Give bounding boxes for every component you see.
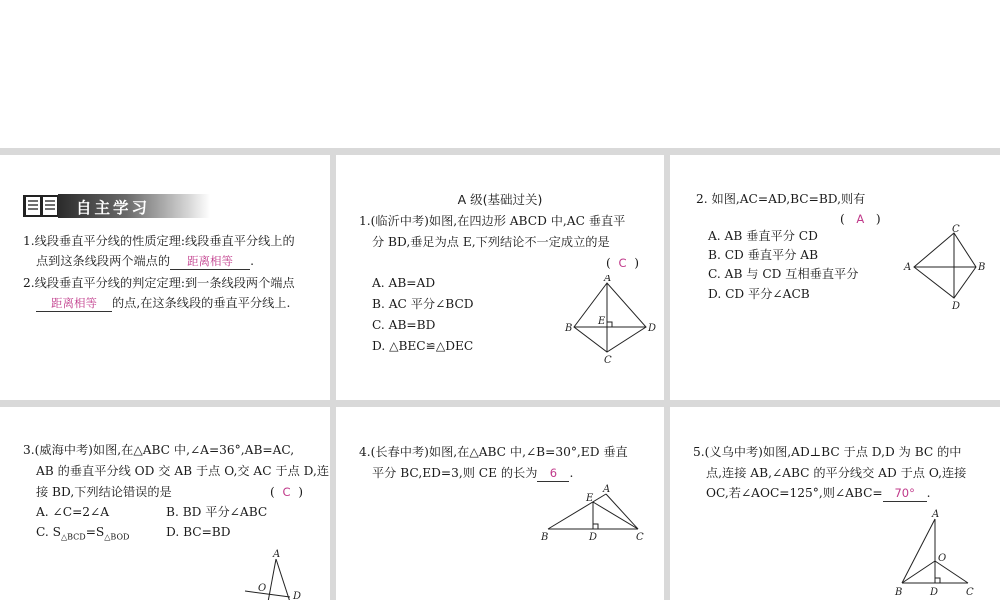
q3-option-c-s: C. S bbox=[36, 525, 61, 539]
self-study-q2-line2 bbox=[36, 293, 290, 313]
q4-line2 bbox=[372, 463, 573, 483]
level-a-q1-line1: 1.(临沂中考)如图,在四边形 ABCD 中,AC 垂直平 bbox=[359, 214, 626, 228]
q4-line2-post: . bbox=[569, 466, 574, 480]
q3-option-c-mid: =S bbox=[85, 525, 105, 539]
kite-figure bbox=[902, 223, 998, 311]
label-e: E bbox=[598, 316, 606, 327]
label-d: D bbox=[930, 587, 939, 598]
q1-line2-text: 点到这条线段两个端点的 bbox=[36, 254, 171, 268]
q5-line3-post: . bbox=[926, 486, 931, 500]
label-b: B bbox=[565, 323, 573, 334]
q2-answer-paren: ( A ) bbox=[840, 212, 881, 226]
q5-line3 bbox=[706, 483, 931, 503]
level-a-q1-answer: C bbox=[618, 256, 627, 270]
self-study-q1-answer: 距离相等 bbox=[170, 253, 250, 270]
label-a: A bbox=[273, 549, 281, 560]
label-d: D bbox=[293, 591, 302, 600]
q2-line1: 2. 如图,AC=AD,BC=BD,则有 bbox=[696, 192, 866, 206]
q2-line2-post: 的点,在这条线段的垂直平分线上. bbox=[112, 296, 291, 310]
level-a-q1-option-d: D. △BEC≌△DEC bbox=[372, 339, 474, 353]
level-a-title: A 级(基础过关) bbox=[457, 192, 543, 207]
q3-answer-paren: ( C ) bbox=[270, 485, 304, 499]
label-d: D bbox=[648, 323, 657, 334]
self-study-q1-line2 bbox=[36, 251, 254, 271]
label-c: C bbox=[636, 532, 644, 543]
q4-answer: 6 bbox=[537, 465, 569, 482]
quadrilateral-figure bbox=[564, 275, 659, 365]
triangle-figure-q3 bbox=[240, 547, 310, 600]
label-c: C bbox=[952, 224, 960, 235]
question-2-panel bbox=[670, 155, 1000, 400]
triangle-figure-q4 bbox=[536, 482, 651, 544]
self-study-q1-line1: 1.线段垂直平分线的性质定理:线段垂直平分线上的 bbox=[23, 234, 295, 248]
q5-line3-text: OC,若∠AOC=125°,则∠ABC= bbox=[706, 486, 883, 500]
label-b: B bbox=[978, 262, 986, 273]
section-header bbox=[22, 192, 212, 222]
level-a-panel bbox=[336, 155, 664, 400]
label-o: O bbox=[938, 553, 947, 564]
q2-answer: A bbox=[856, 212, 865, 226]
label-b: B bbox=[895, 587, 903, 598]
self-study-q2-answer: 距离相等 bbox=[36, 295, 112, 312]
q3-option-b: B. BD 平分∠ABC bbox=[166, 505, 268, 519]
question-5-panel bbox=[670, 407, 1000, 600]
level-a-q1-answer-paren: ( C ) bbox=[606, 256, 640, 270]
q3-option-a: A. ∠C=2∠A bbox=[36, 505, 110, 519]
label-a: A bbox=[932, 509, 940, 520]
label-b: B bbox=[541, 532, 549, 543]
label-c: C bbox=[604, 355, 612, 365]
q1-line2-post: . bbox=[250, 254, 254, 268]
level-a-q1-option-b: B. AC 平分∠BCD bbox=[372, 297, 474, 311]
q2-option-b: B. CD 垂直平分 AB bbox=[708, 248, 819, 262]
q3-option-c-sub2: △BOD bbox=[104, 532, 130, 542]
q3-option-c-sub1: △BCD bbox=[61, 532, 86, 542]
book-icon bbox=[22, 192, 62, 220]
label-d: D bbox=[952, 301, 961, 311]
label-a: A bbox=[603, 484, 611, 495]
q2-option-d: D. CD 平分∠ACB bbox=[708, 287, 810, 301]
q5-line1: 5.(义乌中考)如图,AD⊥BC 于点 D,D 为 BC 的中 bbox=[693, 445, 962, 459]
q3-line3: 接 BD,下列结论错误的是 bbox=[36, 485, 172, 499]
q5-answer: 70° bbox=[883, 485, 927, 502]
self-study-panel bbox=[0, 155, 330, 400]
q3-answer: C bbox=[282, 485, 291, 499]
triangle-figure-q5 bbox=[892, 509, 984, 600]
self-study-q2-line1: 2.线段垂直平分线的判定定理:到一条线段两个端点 bbox=[23, 276, 295, 290]
q5-line2: 点,连接 AB,∠ABC 的平分线交 AD 于点 O,连接 bbox=[706, 466, 967, 480]
q3-option-d: D. BC=BD bbox=[166, 525, 231, 539]
label-e: E bbox=[586, 493, 594, 504]
level-a-q1-option-c: C. AB=BD bbox=[372, 318, 436, 332]
q3-line1: 3.(威海中考)如图,在△ABC 中,∠A=36°,AB=AC, bbox=[23, 443, 295, 457]
label-d: D bbox=[589, 532, 598, 543]
q3-line2: AB 的垂直平分线 OD 交 AB 于点 O,交 AC 于点 D,连 bbox=[36, 464, 330, 478]
q2-option-c: C. AB 与 CD 互相垂直平分 bbox=[708, 267, 859, 281]
level-a-q1-option-a: A. AB=AD bbox=[372, 276, 436, 290]
q3-option-c bbox=[36, 522, 129, 547]
section-title: 自主学习 bbox=[76, 199, 151, 217]
label-c: C bbox=[966, 587, 974, 598]
question-4-panel bbox=[336, 407, 664, 600]
q4-line1: 4.(长春中考)如图,在△ABC 中,∠B=30°,ED 垂直 bbox=[359, 445, 628, 459]
q2-option-a: A. AB 垂直平分 CD bbox=[708, 229, 818, 243]
label-a: A bbox=[904, 262, 912, 273]
level-a-q1-line2: 分 BD,垂足为点 E,下列结论不一定成立的是 bbox=[372, 235, 610, 249]
label-a: A bbox=[604, 275, 612, 284]
question-3-panel bbox=[0, 407, 330, 600]
label-o: O bbox=[258, 583, 267, 594]
q4-line2-text: 平分 BC,ED=3,则 CE 的长为 bbox=[372, 466, 538, 480]
